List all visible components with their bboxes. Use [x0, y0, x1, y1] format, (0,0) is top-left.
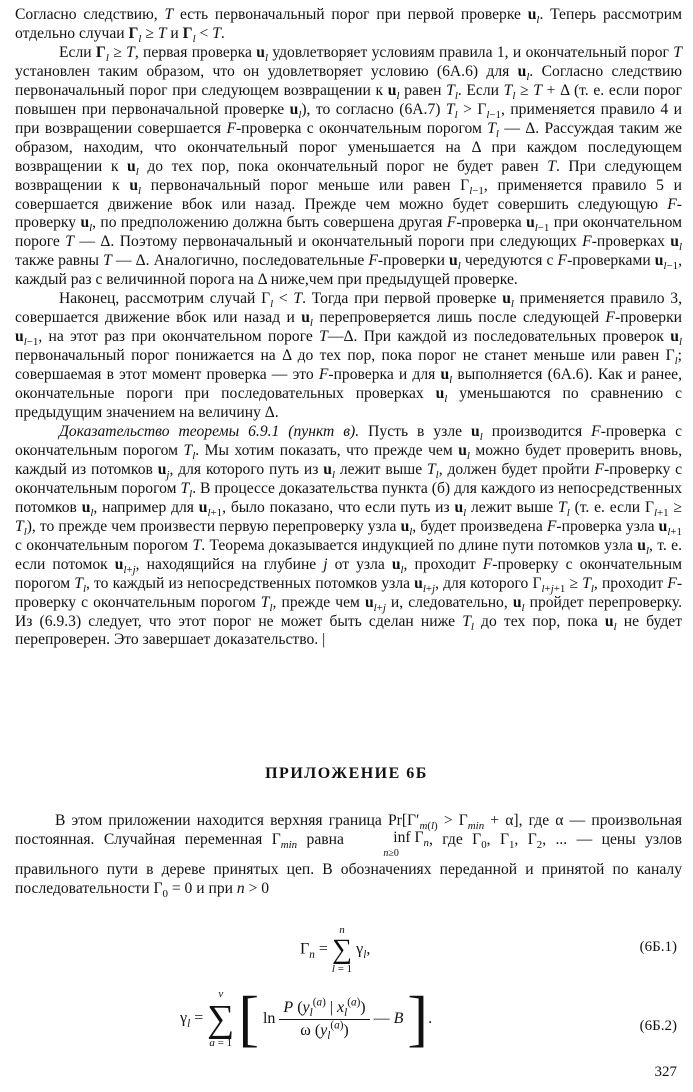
- appendix-intro: [15, 812, 682, 898]
- body-text: [15, 6, 682, 650]
- paragraph-1: Согласно следствию, T есть первоначальный порог при первой проверке $u_l$. Теперь рассмотрим отдельно случаи $\Gamma_l \ge T$ и $\Gamma_l < T$.: [15, 6, 682, 46]
- equation-6b2-body: $\gamma_l$ = v ∑ a = 1 [ ln $\frac{P (y_l^{(a)} | x_l^{(a)})}{\omega (y_l^{(a)})}$ — B ].: [180, 985, 433, 1053]
- page-number: 327: [654, 1064, 677, 1080]
- appendix-paragraph: В этом приложении находится верхняя граница $Pr[\Gamma'_{m(l)} > \Gamma_{min} + \alpha]$, где α — произвольная постоянная. Случайная переменная $\Gamma_{min}$ равна inf $\Gamma_n$ n≥0, где $\Gamma_0$, $\Gamma_1$, $\Gamma_2$, ... — цены узлов правильного пути в дереве принятых цеп. В обозначениях переданной и принятой по каналу последовательности $\Gamma_0 = 0$ и при n > 0: [15, 812, 683, 900]
- paragraph-3: Наконец, рассмотрим случай $\Gamma_l < T$. Тогда при первой проверке $u_l$ применяется правило 3, совершается движение вбок или назад и $u_l$ перепроверяется лишь после следующей F-проверки $u_{l-1}$, на этот раз при окончательном пороге T—Δ. При каждой из последовательных проверок $u_l$ первоначальный порог понижается на Δ до тех пор, пока порог не станет меньше или равен $\Gamma_l$; совершаемая в этот момент проверка — это F-проверка и для $u_l$ выполняется (6А.6). Как и ранее, окончательные пороги при последовательных проверках $u_l$ уменьшаются по сравнению с предыдущим значением на величину Δ.: [15, 290, 682, 422]
- equation-6b1-body: $\Gamma_n$ = n ∑ l = 1 $\gamma_l$,: [300, 924, 371, 975]
- appendix-title: ПРИЛОЖЕНИЕ 6Б: [265, 765, 428, 782]
- paragraph-2: Если $\Gamma_l \ge T$, первая проверка $u_l$ удовлетворяет условиям правила 1, и окончательный порог T установлен таким образом, что он удовлетворяет условию (6А.6) для $u_l$. Согласно следствию первоначальный порог при следующем возвращении к $u_l$ равен $T_l$. Если $T_l \ge T + \Delta$ (т. е. если порог повышен при первоначальной проверке $u_l$), то согласно (6А.7) $T_l > \Gamma_{l-1}$, применяется правило 4 и при возвращении совершается F-проверка с окончательным порогом $T_l$ — Δ. Рассуждая таким же образом, находим, что окончательный порог уменьшается на Δ при каждом последующем возвращении к $u_l$ до тех пор, пока окончательный порог не будет равен T. При следующем возвращении к $u_l$ первоначальный порог меньше или равен $\Gamma_{l-1}$, применяется правило 5 и совершается движение вбок или назад. Прежде чем можно будет совершить следующую F-проверку $u_l$, по предположению должна быть совершена другая F-проверка $u_{l-1}$ при окончательном пороге T — Δ. Поэтому первоначальный и окончательный пороги при следующих F-проверках $u_l$ также равны T — Δ. Аналогично, последовательные F-проверки $u_l$ чередуются с F-проверками $u_{l-1}$, каждый раз с величинной порога на Δ ниже,чем при предыдущей проверке.: [15, 43, 683, 289]
- paragraph-4: Доказательство теоремы 6.9.1 (пункт в). Пусть в узле $u_l$ производится F-проверка с окончательным порогом $T_l$. Мы хотим показать, что прежде чем $u_l$ можно будет проверить вновь, каждый из потомков $u_j$, для которого путь из $u_l$ лежит выше $T_l$, должен будет пройти F-проверку с окончательным порогом $T_l$. В процессе доказательства пункта (б) для каждого из непосредственных потомков $u_l$, например для $u_{l+1}$, было показано, что если путь из $u_l$ лежит выше $T_l$ (т. е. если $\Gamma_{l+1} \ge T_l$), то прежде чем произвести первую перепроверку узла $u_l$, будет произведена F-проверка узла $u_{l+1}$ с окончательным порогом T. Теорема доказывается индукцией по длине пути потомков узла $u_l$, т. е. если потомок $u_{l+j}$, находящийся на глубине j от узла $u_l$, проходит F-проверку с окончательным порогом $T_l$, то каждый из непосредственных потомков узла $u_{l+j}$, для которого $\Gamma_{l+j+1} \ge T_l$, проходит F-проверку с окончательным порогом $T_l$, прежде чем $u_{l+j}$ и, следовательно, $u_l$ пройдет перепроверку. Из (6.9.3) следует, что этот порог не может быть сделан ниже $T_l$ до тех пор, пока $u_l$ не будет перепроверен. Это завершает доказательство. |: [15, 422, 683, 649]
- equation-6b2-label: (6Б.2): [639, 1018, 677, 1034]
- equation-6b1-label: (6Б.1): [639, 939, 677, 955]
- equation-6b2-fraction: $\frac{P (y_l^{(a)} | x_l^{(a)})}{\omega (y_l^{(a)})}$: [279, 999, 369, 1040]
- proof-heading: Доказательство теоремы 6.9.1 (пункт в).: [59, 422, 360, 440]
